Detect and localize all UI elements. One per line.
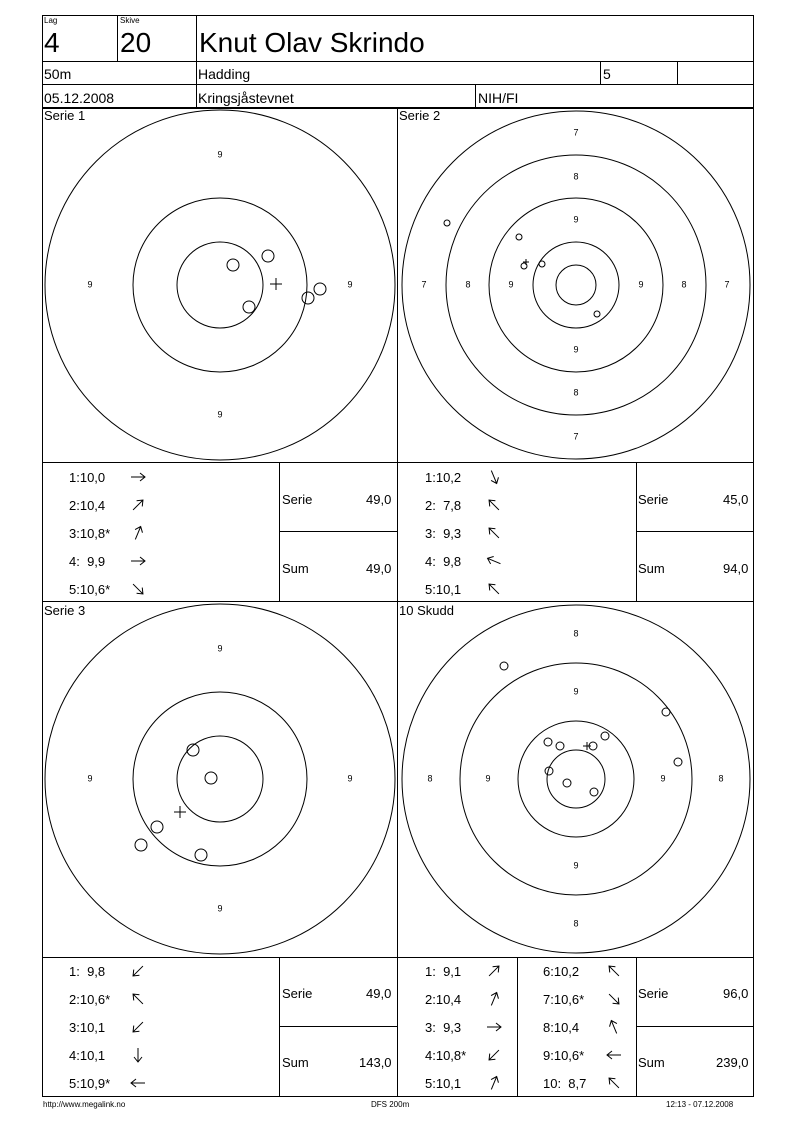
shot-direction-arrow-icon — [486, 553, 502, 569]
serie-value: 49,0 — [366, 986, 392, 1001]
shot-direction-arrow-icon — [486, 1019, 502, 1035]
serie-label: Serie — [282, 986, 313, 1001]
shot-value: 4:10,1 — [69, 1048, 106, 1063]
shot-value: 2:10,4 — [425, 992, 462, 1007]
sum-value: 239,0 — [716, 1055, 749, 1070]
panel-title-serie-3: Serie 3 — [44, 603, 86, 618]
ring-label: 9 — [573, 860, 579, 871]
sum-value: 94,0 — [723, 561, 749, 576]
target-serie-2 — [402, 111, 750, 459]
skive-label: Skive — [120, 16, 140, 25]
event: Kringsjåstevnet — [198, 90, 294, 106]
shot-direction-arrow-icon — [486, 581, 502, 597]
ring-label: 9 — [217, 409, 223, 420]
shot-value: 3: 9,3 — [425, 1020, 462, 1035]
ring-label: 9 — [485, 773, 491, 784]
ring-label: 9 — [660, 773, 666, 784]
sum-label: Sum — [282, 1055, 309, 1070]
target-serie-1 — [45, 110, 395, 460]
ring-label: 9 — [508, 279, 514, 290]
shot-value: 5:10,1 — [425, 582, 462, 597]
shot-direction-arrow-icon — [486, 469, 502, 485]
shot-direction-arrow-icon — [130, 1019, 146, 1035]
shot-direction-arrow-icon — [130, 963, 146, 979]
footer-url[interactable]: http://www.megalink.no — [43, 1100, 126, 1109]
shot-value: 4: 9,9 — [69, 554, 106, 569]
shot-value: 5:10,9* — [69, 1076, 111, 1091]
sum-value: 49,0 — [366, 561, 392, 576]
ring-label: 8 — [465, 279, 471, 290]
shot-direction-arrow-icon — [606, 963, 622, 979]
shot-value: 3:10,8* — [69, 526, 111, 541]
shot-direction-arrow-icon — [486, 1075, 502, 1091]
shot-value: 2:10,4 — [69, 498, 106, 513]
ring-label: 8 — [573, 387, 579, 398]
target-10-skudd — [402, 605, 750, 953]
sum-label: Sum — [638, 1055, 665, 1070]
shot-direction-arrow-icon — [130, 581, 146, 597]
sum-value: 143,0 — [359, 1055, 392, 1070]
footer-time: 12:13 - 07.12.2008 — [666, 1100, 734, 1109]
shot-value: 4: 9,8 — [425, 554, 462, 569]
ring-label: 8 — [427, 773, 433, 784]
target-serie-3 — [45, 604, 395, 954]
shot-direction-arrow-icon — [130, 553, 146, 569]
shot-direction-arrow-icon — [130, 525, 146, 541]
shot-value: 2:10,6* — [69, 992, 111, 1007]
shot-value: 4:10,8* — [425, 1048, 467, 1063]
ring-label: 8 — [681, 279, 687, 290]
shot-direction-arrow-icon — [130, 469, 146, 485]
ring-label: 7 — [573, 127, 579, 138]
shooter-name: Knut Olav Skrindo — [199, 27, 425, 58]
shot-direction-arrow-icon — [130, 991, 146, 1007]
ring-label: 8 — [573, 918, 579, 929]
footer-system: DFS 200m — [371, 1100, 410, 1109]
ring-label: 9 — [217, 903, 223, 914]
club: Hadding — [198, 66, 251, 82]
ring-label: 9 — [347, 773, 353, 784]
distance: 50m — [44, 66, 72, 82]
ring-label: 9 — [347, 279, 353, 290]
ring-label: 9 — [87, 773, 93, 784]
date: 05.12.2008 — [44, 90, 115, 106]
shot-value: 7:10,6* — [543, 992, 585, 1007]
ring-label: 9 — [87, 279, 93, 290]
shot-direction-arrow-icon — [486, 497, 502, 513]
shot-value: 5:10,6* — [69, 582, 111, 597]
serie-value: 96,0 — [723, 986, 749, 1001]
ring-label: 7 — [724, 279, 730, 290]
shot-direction-arrow-icon — [606, 1075, 622, 1091]
shot-direction-arrow-icon — [486, 1047, 502, 1063]
ring-label: 8 — [573, 628, 579, 639]
serie-label: Serie — [638, 986, 669, 1001]
shot-value: 1:10,0 — [69, 470, 106, 485]
sum-label: Sum — [638, 561, 665, 576]
shot-value: 2: 7,8 — [425, 498, 462, 513]
organizer: NIH/FI — [478, 90, 519, 106]
shot-value: 3: 9,3 — [425, 526, 462, 541]
panel-title-serie-2: Serie 2 — [399, 108, 441, 123]
panel-title-10-skudd: 10 Skudd — [399, 603, 454, 618]
shot-value: 5:10,1 — [425, 1076, 462, 1091]
shot-value: 1:10,2 — [425, 470, 462, 485]
shot-direction-arrow-icon — [606, 1019, 622, 1035]
ring-label: 9 — [217, 149, 223, 160]
shot-value: 9:10,6* — [543, 1048, 585, 1063]
ring-label: 9 — [573, 686, 579, 697]
serie-value: 45,0 — [723, 492, 749, 507]
skive-value: 20 — [120, 27, 152, 58]
panel-title-serie-1: Serie 1 — [44, 108, 86, 123]
ring-label: 7 — [421, 279, 427, 290]
shot-value: 3:10,1 — [69, 1020, 106, 1035]
shot-direction-arrow-icon — [130, 1075, 146, 1091]
shot-direction-arrow-icon — [486, 991, 502, 1007]
shot-direction-arrow-icon — [606, 1047, 622, 1063]
shot-direction-arrow-icon — [130, 497, 146, 513]
lag-value: 4 — [44, 27, 60, 58]
shot-direction-arrow-icon — [606, 991, 622, 1007]
ring-label: 9 — [573, 214, 579, 225]
serie-label: Serie — [638, 492, 669, 507]
ring-label: 8 — [718, 773, 724, 784]
ring-label: 8 — [573, 171, 579, 182]
shot-direction-arrow-icon — [486, 963, 502, 979]
shot-value: 10: 8,7 — [543, 1076, 587, 1091]
ring-label: 9 — [573, 344, 579, 355]
ring-label: 9 — [217, 643, 223, 654]
class: 5 — [603, 66, 611, 82]
shot-direction-arrow-icon — [130, 1047, 146, 1063]
shot-value: 8:10,4 — [543, 1020, 580, 1035]
serie-value: 49,0 — [366, 492, 392, 507]
sum-label: Sum — [282, 561, 309, 576]
shot-value: 1: 9,1 — [425, 964, 462, 979]
lag-label: Lag — [44, 16, 58, 25]
serie-label: Serie — [282, 492, 313, 507]
ring-label: 7 — [573, 431, 579, 442]
ring-label: 9 — [638, 279, 644, 290]
shot-direction-arrow-icon — [486, 525, 502, 541]
shot-value: 1: 9,8 — [69, 964, 106, 979]
shot-value: 6:10,2 — [543, 964, 580, 979]
